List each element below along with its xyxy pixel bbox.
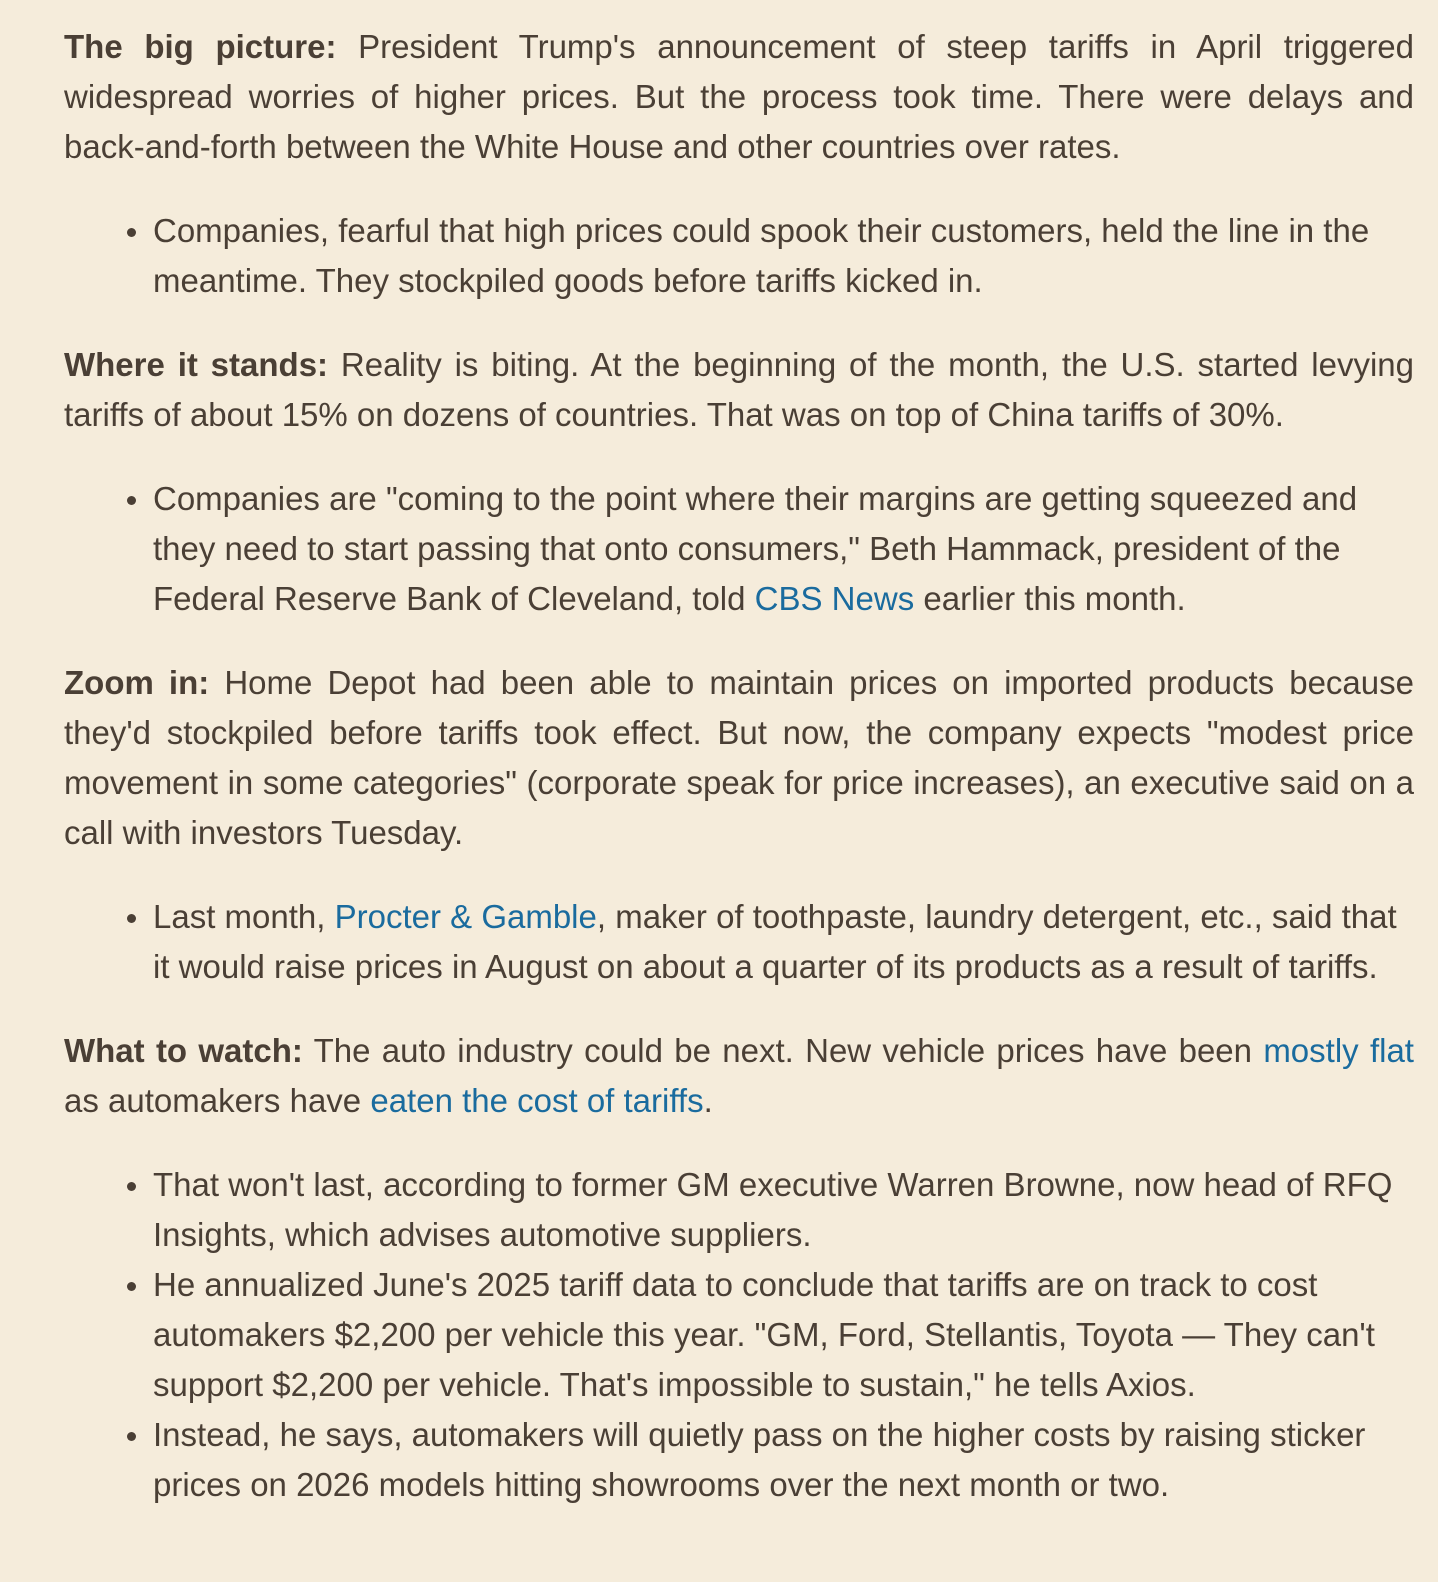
bullet-icon — [127, 1182, 136, 1191]
bullet-icon — [127, 914, 136, 923]
list-item — [153, 1160, 1414, 1260]
bullet-icon — [127, 1432, 136, 1441]
paragraph-text: The auto industry could be next. New vehicle prices have been — [302, 1032, 1264, 1069]
list-item-text: Instead, he says, automakers will quietly pass on the higher costs by raising sticker prices on 2026 models hitting showrooms over the next month or two. — [153, 1416, 1366, 1503]
paragraph-zoom-in — [64, 658, 1414, 858]
section-label: The big picture: — [64, 28, 337, 65]
list-item-text: He annualized June's 2025 tariff data to conclude that tariffs are on track to cost automakers $2,200 per vehicle this year. "GM, Ford, Stellantis, Toyota — They can't support $2,200 per vehicle. That's impossible to sustain," he tells Axios. — [153, 1266, 1375, 1403]
cbs-news-link[interactable]: CBS News — [754, 580, 915, 617]
paragraph-big-picture — [64, 22, 1414, 172]
list-item — [153, 1410, 1414, 1510]
paragraph-text: as automakers have — [64, 1082, 371, 1119]
list-item-text: Companies, fearful that high prices could spook their customers, held the line in the meantime. They stockpiled goods before tariffs kicked in. — [153, 212, 1370, 299]
bullet-list — [64, 892, 1414, 992]
bullet-icon — [127, 496, 136, 505]
paragraph-text: Home Depot had been able to maintain prices on imported products because they'd stockpiled before tariffs took effect. But now, the company expects "modest price movement in some categories" (corporate speak for price increases), an executive said on a call with investors Tuesday. — [64, 664, 1414, 851]
list-item — [153, 1260, 1414, 1410]
section-label: What to watch: — [64, 1032, 303, 1069]
procter-gamble-link[interactable]: Procter & Gamble — [334, 898, 597, 935]
list-item — [153, 206, 1414, 306]
list-item — [153, 892, 1414, 992]
section-label: Zoom in: — [64, 664, 210, 701]
list-item-text: , maker of toothpaste, laundry detergent, etc., said that it would raise prices in August on about a quarter of its products as a result of tariffs. — [153, 898, 1397, 985]
list-item — [153, 474, 1414, 624]
paragraph-text: Reality is biting. At the beginning of the month, the U.S. started levying tariffs of about 15% on dozens of countries. That was on top of China tariffs of 30%. — [64, 346, 1414, 433]
list-item-text: Companies are "coming to the point where their margins are getting squeezed and they need to start passing that onto consumers," Beth Hammack, president of the Federal Reserve Bank of Cleveland, told — [153, 480, 1358, 617]
list-item-text: earlier this month. — [914, 580, 1186, 617]
bullet-list — [64, 474, 1414, 624]
bullet-icon — [127, 228, 136, 237]
bullet-icon — [127, 1282, 136, 1291]
section-label: Where it stands: — [64, 346, 329, 383]
bullet-list — [64, 1160, 1414, 1510]
bullet-list — [64, 206, 1414, 306]
paragraph-what-to-watch — [64, 1026, 1414, 1126]
mostly-flat-link[interactable]: mostly flat — [1263, 1032, 1414, 1069]
list-item-text: Last month, — [153, 898, 335, 935]
paragraph-text: President Trump's announcement of steep tariffs in April triggered widespread worries of higher prices. But the process took time. There were delays and back-and-forth between the White House and other countries over rates. — [64, 28, 1415, 165]
paragraph-text: . — [703, 1082, 713, 1119]
eaten-cost-of-tariffs-link[interactable]: eaten the cost of tariffs — [370, 1082, 704, 1119]
paragraph-where-it-stands — [64, 340, 1414, 440]
list-item-text: That won't last, according to former GM executive Warren Browne, now head of RFQ Insights, which advises automotive suppliers. — [153, 1166, 1393, 1253]
